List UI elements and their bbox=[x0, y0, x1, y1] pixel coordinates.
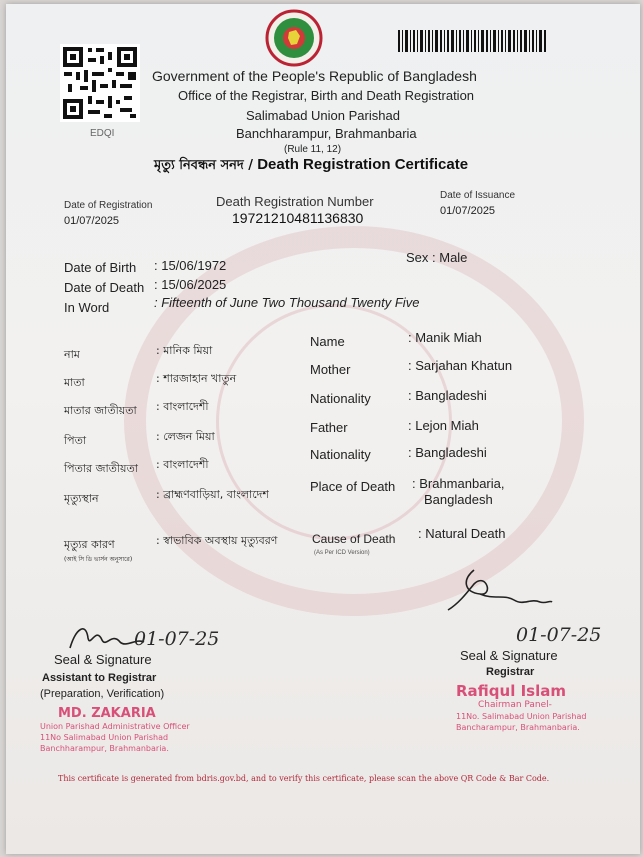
place-value-1: : Brahmanbaria, bbox=[412, 476, 505, 491]
dob-value: : 15/06/1972 bbox=[154, 258, 227, 273]
bn-mother-nat-value: : বাংলাদেশী bbox=[156, 400, 209, 413]
place-value-2: Bangladesh bbox=[424, 492, 493, 507]
left-sub: (Preparation, Verification) bbox=[40, 688, 165, 700]
title-bn: মৃত্যু নিবন্ধন সনদ / bbox=[154, 158, 254, 173]
right-officer-name: Rafiqul Islam bbox=[456, 682, 566, 700]
office-title: Office of the Registrar, Birth and Death Registration bbox=[178, 88, 475, 103]
mother-nat-label: Nationality bbox=[310, 391, 371, 406]
dod-value: : 15/06/2025 bbox=[154, 277, 227, 292]
place-label: Place of Death bbox=[310, 479, 396, 494]
location-name: Banchharampur, Brahmanbaria bbox=[236, 126, 417, 141]
reg-date: 01/07/2025 bbox=[64, 215, 120, 227]
father-nat-value: : Bangladeshi bbox=[408, 445, 487, 460]
qr-caption: EDQI bbox=[90, 128, 115, 139]
father-nat-label: Nationality bbox=[310, 447, 371, 462]
cause-note: (As Per ICD Version) bbox=[314, 550, 370, 556]
bn-name-label: নাম bbox=[64, 348, 80, 361]
reg-no-label: Death Registration Number bbox=[216, 194, 374, 209]
right-signature-date: 01-07-25 bbox=[516, 624, 602, 646]
bn-place-value: : ব্রাহ্মণবাড়িয়া, বাংলাদেশ bbox=[156, 488, 269, 501]
inword-label: In Word bbox=[64, 300, 110, 315]
bn-cause-value: : স্বাভাবিক অবস্থায় মৃত্যুবরণ bbox=[156, 534, 278, 547]
left-officer-line1: Union Parishad Administrative Officer bbox=[40, 722, 190, 731]
cause-label: Cause of Death bbox=[312, 532, 396, 546]
bn-mother-value: : শারজাহান খাতুন bbox=[156, 372, 237, 385]
issue-date: 01/07/2025 bbox=[440, 205, 496, 217]
left-officer-line3: Banchharampur, Brahmanbaria. bbox=[40, 744, 169, 753]
bn-name-value: : মানিক মিয়া bbox=[156, 344, 213, 357]
left-officer-line2: 11No Salimabad Union Parishad bbox=[40, 733, 169, 742]
bn-father-label: পিতা bbox=[64, 434, 87, 447]
certificate-paper bbox=[6, 4, 640, 854]
mother-value: : Sarjahan Khatun bbox=[408, 358, 513, 373]
right-signature bbox=[444, 564, 554, 620]
mother-nat-value: : Bangladeshi bbox=[408, 388, 487, 403]
cause-value: : Natural Death bbox=[418, 526, 506, 541]
bn-father-value: : লেজন মিয়া bbox=[156, 430, 215, 443]
bn-father-nat-value: : বাংলাদেশী bbox=[156, 458, 209, 471]
father-label: Father bbox=[310, 420, 348, 435]
sex-value: Sex : Male bbox=[406, 250, 468, 265]
left-signature-date: 01-07-25 bbox=[134, 628, 220, 650]
dob-label: Date of Birth bbox=[64, 260, 137, 275]
right-seal-label: Seal & Signature bbox=[460, 648, 558, 663]
inword-value: : Fifteenth of June Two Thousand Twenty Five bbox=[154, 295, 420, 310]
footer-note: This certificate is generated from bdris.gov.bd, and to verify this certificate, please scan the above QR Code & Bar Code. bbox=[58, 774, 550, 783]
right-role: Registrar bbox=[486, 666, 535, 678]
bn-cause-note: (আই সি ডি ভার্সন অনুসারে) bbox=[64, 556, 133, 563]
bn-mother-nat-label: মাতার জাতীয়তা bbox=[64, 404, 137, 417]
reg-date-label: Date of Registration bbox=[64, 200, 153, 211]
reg-no: 19721210481136830 bbox=[232, 210, 364, 226]
page-title bbox=[154, 156, 468, 177]
rule-text: (Rule 11, 12) bbox=[284, 144, 342, 155]
title-en: Death Registration Certificate bbox=[257, 156, 469, 173]
right-officer-line3: Bancharampur, Brahmanbaria. bbox=[456, 723, 580, 732]
father-value: : Lejon Miah bbox=[408, 418, 479, 433]
bn-cause-label: মৃত্যুর কারণ bbox=[64, 538, 115, 551]
left-role: Assistant to Registrar bbox=[42, 672, 157, 684]
barcode[interactable] bbox=[398, 30, 548, 52]
left-officer-name: MD. ZAKARIA bbox=[58, 706, 156, 721]
bn-mother-label: মাতা bbox=[64, 376, 85, 389]
right-officer-line2: 11No. Salimabad Union Parishad bbox=[456, 712, 587, 721]
government-emblem bbox=[256, 8, 332, 68]
name-label: Name bbox=[310, 334, 345, 349]
mother-label: Mother bbox=[310, 362, 351, 377]
issue-date-label: Date of Issuance bbox=[440, 190, 516, 201]
dod-label: Date of Death bbox=[64, 280, 145, 295]
bn-father-nat-label: পিতার জাতীয়তা bbox=[64, 462, 138, 475]
right-officer-line1: Chairman Panel- bbox=[478, 700, 552, 710]
qr-code[interactable] bbox=[60, 44, 140, 122]
gov-title: Government of the People's Republic of Bangladesh bbox=[152, 68, 477, 84]
left-seal-label: Seal & Signature bbox=[54, 652, 152, 667]
bn-place-label: মৃত্যুস্থান bbox=[64, 492, 99, 505]
name-value: : Manik Miah bbox=[408, 330, 482, 345]
union-name: Salimabad Union Parishad bbox=[246, 108, 400, 123]
